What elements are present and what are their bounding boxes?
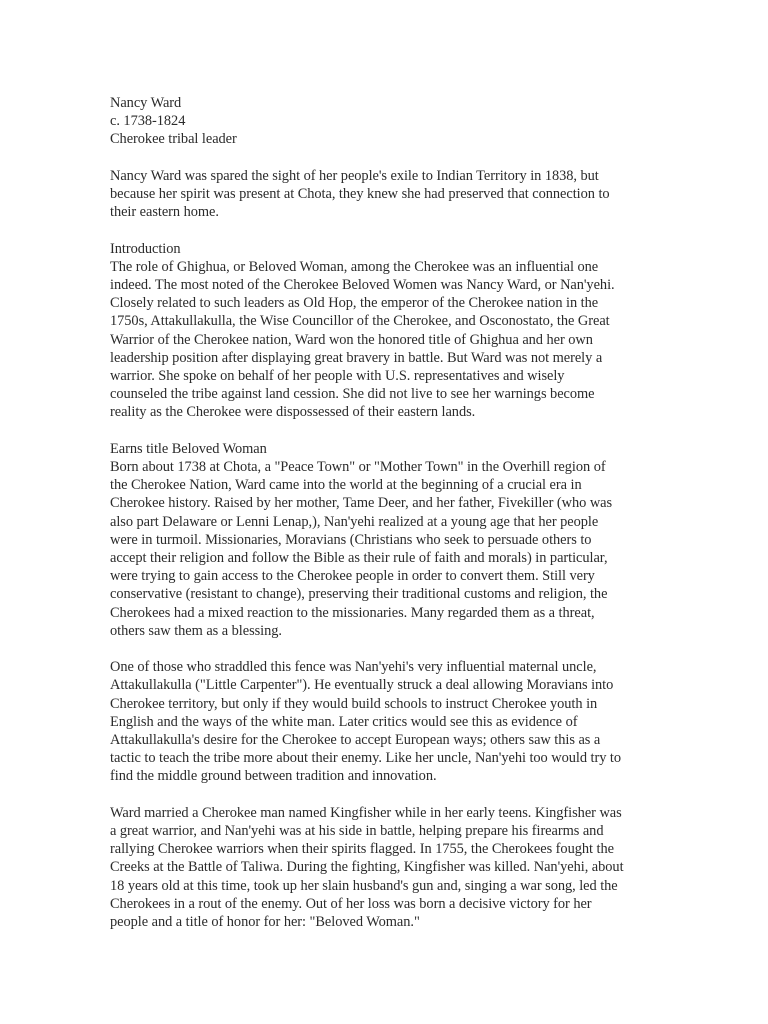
text-line: 18 years old at this time, took up her slain husband's gun and, singing a war song, led the <box>110 877 618 894</box>
text-line: accept their religion and follow the Bible as their rule of faith and morals) in particular, <box>110 550 608 567</box>
intro-paragraph <box>110 167 680 222</box>
text-line: Attakullakulla's desire for the Cherokee to accept European ways; others saw this as a <box>110 732 601 749</box>
subject-dates: c. 1738-1824 <box>110 113 186 130</box>
paragraph-attakullakulla <box>110 658 680 785</box>
text-line: conservative (resistant to change), preserving their traditional customs and religion, the <box>110 586 608 603</box>
text-line: Cherokee territory, but only if they would build schools to instruct Cherokee youth in <box>110 695 598 712</box>
text-line: The role of Ghighua, or Beloved Woman, among the Cherokee was an influential one <box>110 258 599 275</box>
text-line: a great warrior, and Nan'yehi was at his side in battle, helping prepare his firearms and <box>110 823 604 840</box>
document-header <box>110 94 680 149</box>
paragraph-kingfisher <box>110 804 680 931</box>
text-line: also part Delaware or Lenni Lenap,), Nan'yehi realized at a young age that her people <box>110 513 599 530</box>
text-line: indeed. The most noted of the Cherokee Beloved Women was Nancy Ward, or Nan'yehi. <box>110 277 615 293</box>
text-line: rallying Cherokee warriors when their spirits flagged. In 1755, the Cherokees fought the <box>110 841 614 858</box>
text-line: Cherokees in a rout of the enemy. Out of her loss was born a decisive victory for her <box>110 895 592 912</box>
text-line: find the middle ground between tradition and innovation. <box>110 768 437 785</box>
text-line: warrior. She spoke on behalf of her people with U.S. representatives and wisely <box>110 368 565 385</box>
section-heading: Introduction <box>110 240 181 257</box>
text-line: the Cherokee Nation, Ward came into the world at the beginning of a crucial era in <box>110 477 582 494</box>
text-line: their eastern home. <box>110 204 219 221</box>
text-line: reality as the Cherokee were dispossessed of their eastern lands. <box>110 404 476 421</box>
text-line: Cherokee history. Raised by her mother, Tame Deer, and her father, Fivekiller (who was <box>110 495 613 512</box>
text-line: leadership position after displaying great bravery in battle. But Ward was not merely a <box>110 349 603 366</box>
subject-name: Nancy Ward <box>110 95 182 111</box>
text-line: because her spirit was present at Chota, they knew she had preserved that connection to <box>110 186 610 202</box>
text-line: others saw them as a blessing. <box>110 622 282 639</box>
text-line: One of those who straddled this fence was Nan'yehi's very influential maternal uncle, <box>110 659 597 676</box>
section-earns-title <box>110 440 680 640</box>
text-line: Attakullakulla ("Little Carpenter"). He eventually struck a deal allowing Moravians into <box>110 677 614 694</box>
text-line: tactic to teach the tribe more about their enemy. Like her uncle, Nan'yehi too would try to <box>110 750 621 767</box>
text-line: 1750s, Attakullakulla, the Wise Councillor of the Cherokee, and Osconostato, the Great <box>110 313 610 330</box>
document-page <box>110 94 680 949</box>
text-line: Born about 1738 at Chota, a "Peace Town" or "Mother Town" in the Overhill region of <box>110 459 606 476</box>
text-line: Ward married a Cherokee man named Kingfisher while in her early teens. Kingfisher was <box>110 804 622 821</box>
text-line: English and the ways of the white man. Later critics would see this as evidence of <box>110 713 578 730</box>
text-line: people and a title of honor for her: "Beloved Woman." <box>110 914 420 931</box>
text-line: were in turmoil. Missionaries, Moravians (Christians who seek to persuade others to <box>110 531 592 548</box>
text-line: Closely related to such leaders as Old Hop, the emperor of the Cherokee nation in the <box>110 295 599 312</box>
section-heading: Earns title Beloved Woman <box>110 440 267 457</box>
text-line: Creeks at the Battle of Taliwa. During the fighting, Kingfisher was killed. Nan'yehi, about <box>110 859 624 876</box>
text-line: Nancy Ward was spared the sight of her people's exile to Indian Territory in 1838, but <box>110 167 599 184</box>
text-line: counseled the tribe against land cession. She did not live to see her warnings become <box>110 386 595 403</box>
text-line: Cherokees had a mixed reaction to the missionaries. Many regarded them as a threat, <box>110 604 595 621</box>
text-line: were trying to gain access to the Cherokee people in order to convert them. Still very <box>110 568 595 585</box>
text-line: Warrior of the Cherokee nation, Ward won the honored title of Ghighua and her own <box>110 331 593 348</box>
subject-role: Cherokee tribal leader <box>110 131 237 148</box>
section-introduction <box>110 240 680 422</box>
